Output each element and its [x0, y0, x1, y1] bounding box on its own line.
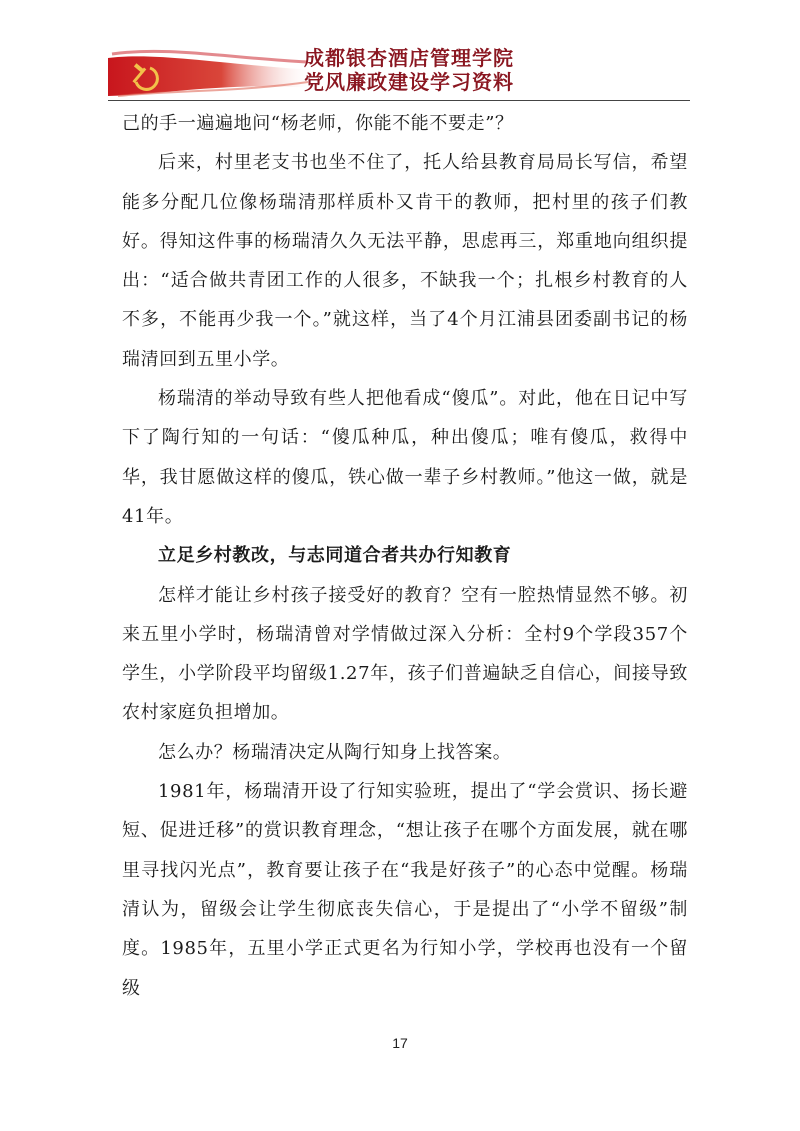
article-body — [122, 104, 688, 1008]
header-divider — [108, 100, 690, 101]
paragraph: 1981年，杨瑞清开设了行知实验班，提出了“学会赏识、扬长避短、促进迁移”的赏识教育理念，“想让孩子在哪个方面发展，就在哪里寻找闪光点”，教育要让孩子在“我是好孩子”的心态中觉醒。杨瑞清认为，留级会让学生彻底丧失信心，于是提出了“小学不留级”制度。1985年，五里小学正式更名为行知小学，学校再也没有一个留级 — [122, 781, 688, 999]
section-heading: 立足乡村教改，与志同道合者共办行知教育 — [158, 545, 512, 567]
paragraph: 己的手一遍遍地问“杨老师，你能不能不要走”？ — [122, 113, 514, 134]
party-emblem-banner — [108, 48, 314, 100]
paragraph: 后来，村里老支书也坐不住了，托人给县教育局局长写信，希望能多分配几位像杨瑞清那样质朴又肯干的教师，把村里的孩子们教好。得知这件事的杨瑞清久久无法平静，思虑再三，郑重地向组织提出：“适合做共青团工作的人很多，不缺我一个；扎根乡村教育的人不多，不能再少我一个。”就这样，当了4个月江浦县团委副书记的杨瑞清回到五里小学。 — [122, 152, 688, 370]
paragraph: 杨瑞清的举动导致有些人把他看成“傻瓜”。对此，他在日记中写下了陶行知的一句话：“傻瓜种瓜，种出傻瓜；唯有傻瓜，救得中华，我甘愿做这样的傻瓜，铁心做一辈子乡村教师。”他这一做，就是41年。 — [122, 388, 688, 527]
page-number: 17 — [392, 1035, 408, 1051]
header-institution-name: 成都银杏酒店管理学院 — [304, 46, 514, 70]
paragraph: 怎么办？杨瑞清决定从陶行知身上找答案。 — [158, 741, 512, 763]
header-document-series: 党风廉政建设学习资料 — [304, 70, 514, 94]
document-header — [108, 40, 690, 102]
paragraph: 怎样才能让乡村孩子接受好的教育？空有一腔热情显然不够。初来五里小学时，杨瑞清曾对学情做过深入分析：全村9个学段357个学生，小学阶段平均留级1.27年，孩子们普遍缺乏自信心，间接导致农村家庭负担增加。 — [122, 584, 688, 724]
